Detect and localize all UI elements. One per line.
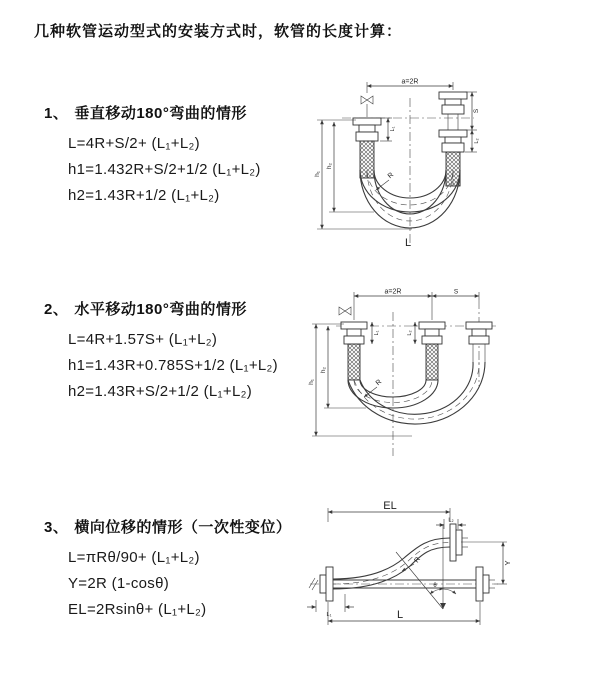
diagram-lateral-displacement [298,494,592,668]
dim-label-h2: h₂ [320,366,327,374]
dim-label-l2: L₂ [448,517,454,524]
dim-label-el: EL [383,500,397,512]
radius-label: R [386,171,396,181]
section-horizontal-bend [44,298,320,405]
section-number: 2、 [44,301,69,318]
formula-line: L=πRθ/90+ (L₁+L₂) [68,549,200,566]
dim-label-h1: h₁ [308,379,315,385]
section-vertical-bend [44,102,320,209]
formula-list [68,131,320,209]
formula-line: h1=1.432R+S/2+1/2 (L₁+L₂) [68,161,261,178]
angle-label: θ [433,583,437,589]
radius-label: R [374,378,384,388]
formula-list [68,545,320,623]
left-end-fitting [341,322,367,344]
section-number: 1、 [44,105,69,122]
dim-label-l: L [396,609,404,621]
formula-line: h2=1.43R+1/2 (L₁+L₂) [68,187,220,204]
center-end-fitting [419,322,445,344]
section-heading-text: 水平移动180°弯曲的情形 [74,301,247,318]
section-heading-text: 垂直移动180°弯曲的情形 [74,105,247,122]
formula-line: EL=2Rsinθ+ (L₁+L₂) [68,601,207,618]
dim-label-s: S [473,108,480,114]
braided-hose-section [348,344,360,380]
section-heading [44,298,320,319]
valve-icon [361,96,373,117]
formula-line: h2=1.43R+S/2+1/2 (L₁+L₂) [68,383,253,400]
dim-label-a2r: a=2R [401,78,419,86]
formula-line: Y=2R (1-cosθ) [68,575,170,592]
section-heading [44,102,320,123]
section-heading [44,516,320,537]
angle-construction [396,524,456,609]
displaced-flange [450,524,468,561]
section-heading-text: 横向位移的情形（一次性变位） [74,519,292,536]
dim-label-h2: h₂ [326,162,333,170]
right-end-fitting-upper [439,92,467,114]
dim-label-l2: L₂ [407,330,413,336]
radius-leader-arrow [402,564,414,571]
dim-label-s: S [453,288,459,296]
left-end-fitting [353,118,381,141]
length-label: L [404,237,412,249]
hose-u-bend-position2 [348,362,485,424]
section-number: 3、 [44,519,69,536]
braided-hose-section [426,344,438,380]
formula-line: L=4R+S/2+ (L₁+L₂) [68,135,200,152]
dim-label-l1: L₁ [390,126,396,132]
right-end-fitting-lower [439,130,467,152]
dim-label-a2r: a=2R [384,288,402,296]
formula-line: h1=1.43R+0.785S+1/2 (L₁+L₂) [68,357,278,374]
dim-label-l1: L₁ [326,612,332,618]
dim-label-y: Y [503,560,512,566]
radius-label: R [413,556,423,565]
diagram-horizontal-180-bend [308,286,592,464]
radius-leader-arrow [364,387,377,397]
dim-label-h1: h₁ [314,171,321,177]
dim-label-l2: L₂ [474,138,480,144]
formula-list [68,327,320,405]
right-end-fitting [466,322,492,344]
dim-label-l1: L₁ [374,330,380,336]
page-title: 几种软管运动型式的安装方式时，软管的长度计算： [34,23,403,40]
diagram-vertical-180-bend [312,74,580,254]
formula-line: L=4R+1.57S+ (L₁+L₂) [68,331,218,348]
section-lateral-displacement [44,516,320,623]
valve-icon [339,307,351,315]
left-flange [320,567,333,601]
displaced-hose-s-curve [333,538,450,589]
